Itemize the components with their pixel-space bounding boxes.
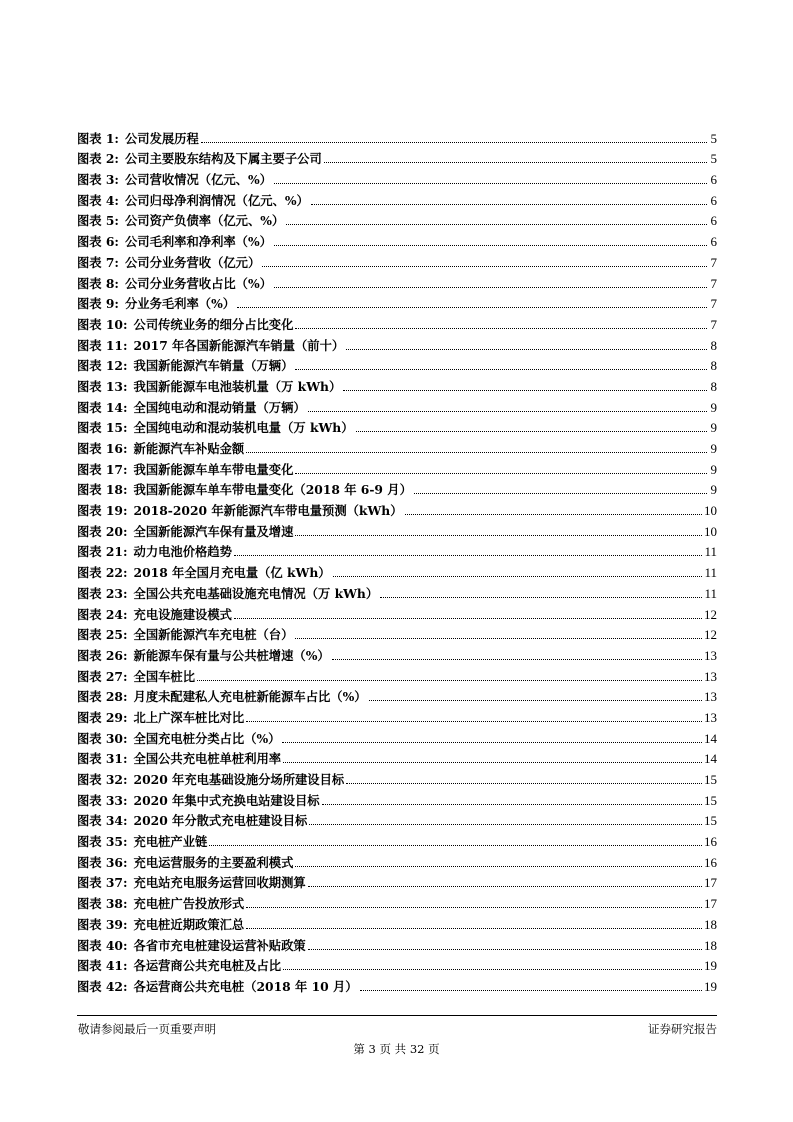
toc-entry-label: 图表 24: xyxy=(77,606,128,622)
toc-entry-label: 图表 19: xyxy=(77,503,128,519)
toc-entry[interactable] xyxy=(77,519,717,540)
toc-dot-leader xyxy=(246,721,702,722)
toc-entry-page: 18 xyxy=(704,937,717,953)
toc-entry-page: 8 xyxy=(710,337,717,353)
toc-entry-title: 全国新能源汽车充电桩（台） xyxy=(133,627,294,643)
toc-dot-leader xyxy=(246,907,702,908)
toc-dot-leader xyxy=(332,659,702,660)
toc-entry-page: 12 xyxy=(704,606,717,622)
toc-entry-page: 14 xyxy=(704,751,717,767)
toc-entry-label: 图表 9: xyxy=(77,296,119,312)
toc-entry[interactable] xyxy=(77,354,717,375)
toc-entry-label: 图表 20: xyxy=(77,523,128,539)
toc-entry-label: 图表 37: xyxy=(77,875,128,891)
toc-entry[interactable] xyxy=(77,705,717,726)
toc-entry-title: 北上广深车桩比对比 xyxy=(133,709,245,725)
toc-entry[interactable] xyxy=(77,829,717,850)
toc-entry[interactable] xyxy=(77,498,717,519)
toc-entry-title: 新能源车保有量与公共桩增速（%） xyxy=(133,647,330,663)
toc-entry-page: 9 xyxy=(710,420,717,436)
footer-divider xyxy=(77,1015,717,1016)
toc-entry-page: 7 xyxy=(710,254,717,270)
toc-dot-leader xyxy=(405,514,703,515)
table-of-figures xyxy=(77,126,717,995)
toc-entry-page: 13 xyxy=(704,689,717,705)
toc-dot-leader xyxy=(274,183,707,184)
toc-entry-title: 我国新能源车单车带电量变化（2018 年 6-9 月） xyxy=(133,482,412,498)
toc-entry[interactable] xyxy=(77,478,717,499)
toc-entry-label: 图表 15: xyxy=(77,420,128,436)
toc-entry-label: 图表 8: xyxy=(77,275,119,291)
toc-entry-page: 19 xyxy=(704,958,717,974)
toc-dot-leader xyxy=(234,618,702,619)
toc-entry-page: 9 xyxy=(710,441,717,456)
toc-dot-leader xyxy=(246,928,702,929)
toc-entry-title: 2018-2020 年新能源汽车带电量预测（kWh） xyxy=(133,503,403,519)
toc-entry-page: 16 xyxy=(704,854,717,870)
toc-entry[interactable] xyxy=(77,767,717,788)
toc-entry[interactable] xyxy=(77,809,717,830)
toc-entry-page: 8 xyxy=(710,358,717,374)
toc-entry-label: 图表 30: xyxy=(77,730,128,746)
toc-dot-leader xyxy=(295,866,702,867)
toc-entry[interactable] xyxy=(77,188,717,209)
toc-dot-leader xyxy=(343,390,707,391)
toc-entry-title: 各运营商公共充电桩及占比 xyxy=(133,958,282,974)
toc-entry-page: 7 xyxy=(710,316,717,332)
toc-entry-title: 各运营商公共充电桩（2018 年 10 月） xyxy=(133,978,358,994)
toc-entry-label: 图表 18: xyxy=(77,482,128,498)
toc-entry-title: 充电设施建设模式 xyxy=(133,606,232,622)
toc-entry-title: 公司分业务营收（亿元） xyxy=(124,254,261,270)
toc-entry-title: 全国纯电动和混动装机电量（万 kWh） xyxy=(133,420,354,436)
toc-dot-leader xyxy=(380,597,702,598)
toc-entry-title: 全国充电桩分类占比（%） xyxy=(133,730,281,746)
toc-entry[interactable] xyxy=(77,954,717,975)
toc-entry-label: 图表 36: xyxy=(77,854,128,870)
toc-entry-title: 充电桩近期政策汇总 xyxy=(133,916,245,932)
toc-entry-title: 2020 年充电基础设施分场所建设目标 xyxy=(133,772,345,787)
toc-dot-leader xyxy=(360,990,702,991)
toc-dot-leader xyxy=(283,762,702,763)
toc-entry[interactable] xyxy=(77,623,717,644)
toc-dot-leader xyxy=(311,204,707,205)
toc-entry[interactable] xyxy=(77,416,717,437)
toc-entry-title: 公司分业务营收占比（%） xyxy=(124,275,272,291)
toc-entry-title: 月度未配建私人充电桩新能源车占比（%） xyxy=(133,689,367,705)
toc-entry-label: 图表 13: xyxy=(77,378,128,394)
toc-entry-title: 充电运营服务的主要盈利模式 xyxy=(133,854,294,870)
toc-entry-page: 6 xyxy=(710,213,717,229)
toc-dot-leader xyxy=(209,845,702,846)
toc-entry-title: 各省市充电桩建设运营补贴政策 xyxy=(133,937,306,953)
toc-entry-title: 全国新能源汽车保有量及增速 xyxy=(133,523,294,539)
toc-entry[interactable] xyxy=(77,933,717,954)
toc-entry-title: 我国新能源汽车销量（万辆） xyxy=(133,358,294,374)
toc-entry-title: 2020 年分散式充电桩建设目标 xyxy=(133,813,308,829)
toc-dot-leader xyxy=(295,638,702,639)
toc-entry-label: 图表 22: xyxy=(77,565,128,581)
toc-entry-label: 图表 23: xyxy=(77,585,128,601)
toc-entry[interactable] xyxy=(77,457,717,478)
toc-dot-leader xyxy=(283,969,702,970)
toc-dot-leader xyxy=(308,886,702,887)
toc-entry-page: 17 xyxy=(704,875,717,891)
toc-entry-label: 图表 33: xyxy=(77,792,128,808)
toc-entry[interactable] xyxy=(77,747,717,768)
toc-entry-title: 全国纯电动和混动销量（万辆） xyxy=(133,399,306,415)
toc-dot-leader xyxy=(295,473,707,474)
toc-entry-label: 图表 42: xyxy=(77,978,128,994)
toc-dot-leader xyxy=(246,452,707,453)
toc-dot-leader xyxy=(274,245,707,246)
toc-entry-page: 6 xyxy=(710,172,717,188)
toc-dot-leader xyxy=(237,307,707,308)
toc-entry-title: 公司归母净利润情况（亿元、%） xyxy=(124,192,309,208)
toc-dot-leader xyxy=(262,266,707,267)
toc-entry-page: 18 xyxy=(704,916,717,932)
toc-entry-title: 我国新能源车电池装机量（万 kWh） xyxy=(133,378,342,394)
footer-disclaimer: 敬请参阅最后一页重要声明 xyxy=(78,1022,216,1036)
toc-entry-label: 图表 40: xyxy=(77,937,128,953)
toc-entry-title: 充电桩广告投放形式 xyxy=(133,896,245,912)
toc-dot-leader xyxy=(234,555,703,556)
toc-entry-page: 13 xyxy=(704,709,717,725)
toc-dot-leader xyxy=(346,783,702,784)
toc-entry[interactable] xyxy=(77,147,717,168)
toc-entry[interactable] xyxy=(77,271,717,292)
toc-entry-page: 8 xyxy=(710,378,717,394)
toc-entry-label: 图表 31: xyxy=(77,751,128,767)
toc-entry[interactable] xyxy=(77,891,717,912)
toc-entry[interactable] xyxy=(77,167,717,188)
toc-entry-label: 图表 7: xyxy=(77,254,119,270)
toc-entry-title: 公司毛利率和净利率（%） xyxy=(124,234,272,250)
toc-entry-title: 公司营收情况（亿元、%） xyxy=(124,172,272,188)
toc-entry-label: 图表 12: xyxy=(77,358,128,374)
toc-entry-title: 全国车桩比 xyxy=(133,668,196,684)
toc-entry[interactable] xyxy=(77,850,717,871)
toc-entry[interactable] xyxy=(77,643,717,664)
toc-entry[interactable] xyxy=(77,602,717,623)
toc-entry-page: 13 xyxy=(704,647,717,663)
toc-entry-page: 10 xyxy=(704,523,717,539)
toc-entry-page: 14 xyxy=(704,730,717,746)
toc-entry-title: 2018 年全国月充电量（亿 kWh） xyxy=(133,565,331,581)
toc-entry[interactable] xyxy=(77,974,717,995)
toc-entry-label: 图表 35: xyxy=(77,834,128,850)
toc-dot-leader xyxy=(295,535,702,536)
toc-entry-label: 图表 4: xyxy=(77,192,119,208)
toc-entry[interactable] xyxy=(77,312,717,333)
toc-entry-title: 全国公共充电基础设施充电情况（万 kWh） xyxy=(133,585,379,601)
toc-entry-label: 图表 38: xyxy=(77,896,128,912)
toc-entry-label: 图表 21: xyxy=(77,544,128,560)
toc-entry[interactable] xyxy=(77,685,717,706)
toc-entry-label: 图表 11: xyxy=(77,337,128,353)
toc-entry-page: 5 xyxy=(710,151,717,167)
toc-entry-label: 图表 5: xyxy=(77,213,119,229)
toc-entry[interactable] xyxy=(77,871,717,892)
toc-entry-title: 公司资产负债率（亿元、%） xyxy=(124,213,285,229)
toc-dot-leader xyxy=(286,224,707,225)
toc-entry-page: 15 xyxy=(704,813,717,829)
toc-entry[interactable] xyxy=(77,540,717,561)
toc-entry-page: 11 xyxy=(704,565,717,581)
toc-entry-title: 分业务毛利率（%） xyxy=(124,296,236,312)
toc-entry-page: 6 xyxy=(710,234,717,250)
toc-dot-leader xyxy=(346,349,707,350)
toc-entry-page: 11 xyxy=(704,585,717,601)
toc-entry[interactable] xyxy=(77,436,717,457)
toc-entry-title: 动力电池价格趋势 xyxy=(133,544,232,560)
toc-entry-label: 图表 10: xyxy=(77,316,128,332)
toc-dot-leader xyxy=(197,680,702,681)
toc-entry-label: 图表 41: xyxy=(77,958,128,974)
toc-entry-page: 16 xyxy=(704,834,717,850)
toc-entry-title: 公司传统业务的细分占比变化 xyxy=(133,316,294,332)
toc-dot-leader xyxy=(295,369,707,370)
toc-entry[interactable] xyxy=(77,250,717,271)
toc-dot-leader xyxy=(201,142,707,143)
toc-entry-page: 11 xyxy=(704,544,717,560)
toc-entry-page: 9 xyxy=(710,399,717,415)
footer-report-type: 证券研究报告 xyxy=(648,1022,717,1036)
toc-dot-leader xyxy=(308,949,702,950)
toc-entry[interactable] xyxy=(77,229,717,250)
toc-dot-leader xyxy=(369,700,702,701)
page-number: 第 3 页 共 32 页 xyxy=(353,1042,440,1056)
toc-entry-title: 公司发展历程 xyxy=(124,130,199,146)
toc-entry-page: 6 xyxy=(710,192,717,208)
toc-entry-page: 12 xyxy=(704,627,717,643)
toc-dot-leader xyxy=(274,287,707,288)
toc-entry[interactable] xyxy=(77,560,717,581)
toc-entry[interactable] xyxy=(77,292,717,313)
toc-entry[interactable] xyxy=(77,395,717,416)
toc-dot-leader xyxy=(324,162,707,163)
toc-dot-leader xyxy=(333,576,703,577)
toc-entry[interactable] xyxy=(77,209,717,230)
toc-entry-title: 2017 年各国新能源汽车销量（前十） xyxy=(133,337,345,353)
toc-entry-label: 图表 26: xyxy=(77,647,128,663)
toc-entry-title: 公司主要股东结构及下属主要子公司 xyxy=(124,151,322,167)
toc-entry-label: 图表 28: xyxy=(77,689,128,705)
toc-entry-page: 17 xyxy=(704,896,717,912)
toc-entry-label: 图表 17: xyxy=(77,461,128,477)
toc-entry-page: 10 xyxy=(704,503,717,519)
toc-dot-leader xyxy=(309,824,702,825)
toc-dot-leader xyxy=(282,742,702,743)
toc-entry-label: 图表 2: xyxy=(77,151,119,167)
toc-entry-label: 图表 29: xyxy=(77,709,128,725)
toc-entry-page: 19 xyxy=(704,978,717,994)
toc-entry-label: 图表 39: xyxy=(77,916,128,932)
toc-entry[interactable] xyxy=(77,912,717,933)
toc-entry-page: 15 xyxy=(704,792,717,808)
toc-entry[interactable] xyxy=(77,788,717,809)
toc-entry-title: 新能源汽车补贴金额 xyxy=(133,441,245,456)
toc-entry-label: 图表 32: xyxy=(77,772,128,787)
toc-entry[interactable] xyxy=(77,726,717,747)
toc-entry-label: 图表 1: xyxy=(77,130,119,146)
toc-entry[interactable] xyxy=(77,374,717,395)
toc-entry-page: 7 xyxy=(710,296,717,312)
toc-entry-title: 充电站充电服务运营回收期测算 xyxy=(133,875,306,891)
toc-entry-page: 9 xyxy=(710,482,717,498)
toc-entry-label: 图表 14: xyxy=(77,399,128,415)
toc-entry-label: 图表 34: xyxy=(77,813,128,829)
toc-dot-leader xyxy=(322,804,702,805)
toc-entry-label: 图表 16: xyxy=(77,441,128,456)
toc-entry-title: 我国新能源车单车带电量变化 xyxy=(133,461,294,477)
toc-entry[interactable] xyxy=(77,581,717,602)
toc-dot-leader xyxy=(414,493,707,494)
toc-entry[interactable] xyxy=(77,333,717,354)
toc-entry-page: 15 xyxy=(704,772,717,787)
toc-entry-label: 图表 3: xyxy=(77,172,119,188)
toc-entry-title: 全国公共充电桩单桩利用率 xyxy=(133,751,282,767)
toc-dot-leader xyxy=(356,431,707,432)
toc-dot-leader xyxy=(308,411,707,412)
toc-entry-title: 2020 年集中式充换电站建设目标 xyxy=(133,792,320,808)
toc-entry-page: 13 xyxy=(704,668,717,684)
toc-entry-label: 图表 27: xyxy=(77,668,128,684)
toc-entry[interactable] xyxy=(77,126,717,147)
toc-entry-label: 图表 6: xyxy=(77,234,119,250)
toc-entry-label: 图表 25: xyxy=(77,627,128,643)
toc-entry-title: 充电桩产业链 xyxy=(133,834,208,850)
toc-entry-page: 5 xyxy=(710,130,717,146)
toc-entry[interactable] xyxy=(77,664,717,685)
toc-entry-page: 9 xyxy=(710,461,717,477)
toc-dot-leader xyxy=(295,328,707,329)
toc-entry-page: 7 xyxy=(710,275,717,291)
